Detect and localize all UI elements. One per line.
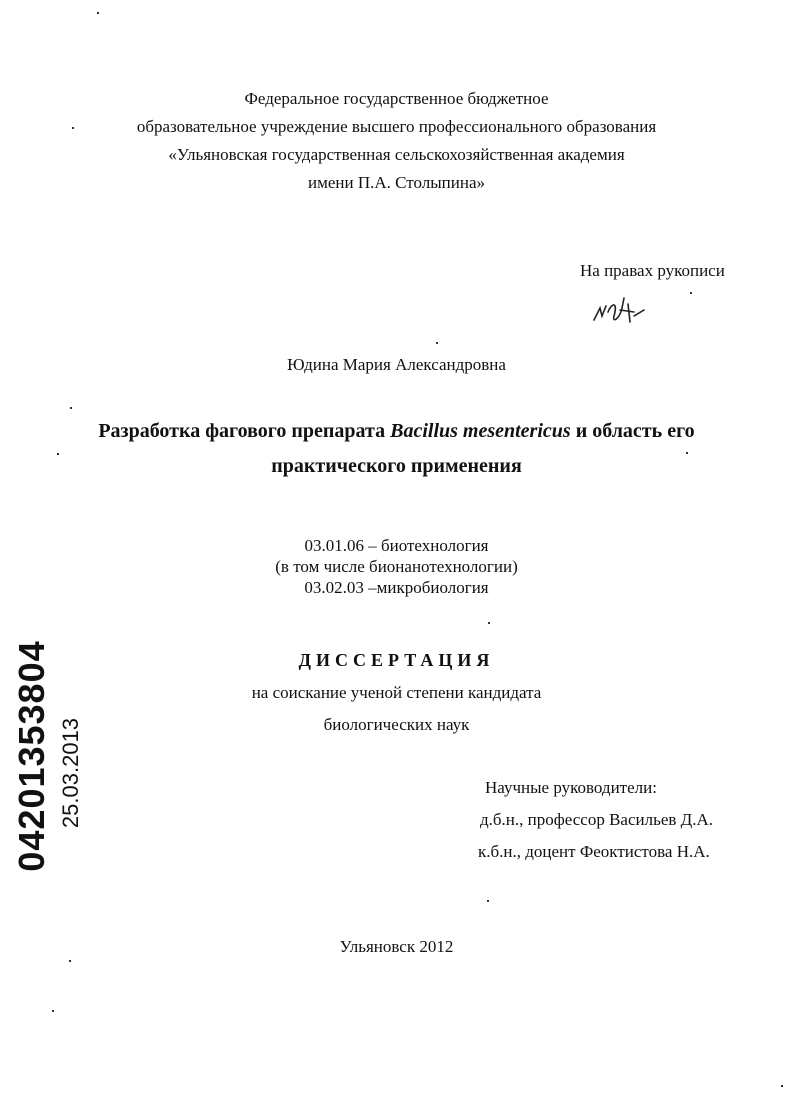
stamp-number: 04201353804: [11, 640, 52, 872]
institution-header: [0, 85, 793, 197]
dissertation-heading: ДИССЕРТАЦИЯ: [298, 650, 495, 670]
title-part-2: и область его: [570, 420, 695, 442]
scan-speck: [488, 622, 490, 624]
scan-speck: [70, 407, 72, 409]
scan-speck: [57, 453, 59, 455]
scan-speck: [781, 1085, 783, 1087]
city-year: Ульяновск 2012: [339, 937, 454, 956]
degree-line-1: на соискание ученой степени кандидата: [251, 683, 542, 702]
scan-speck: [487, 900, 489, 902]
scan-speck: [690, 292, 692, 294]
manuscript-note: На правах рукописи: [580, 261, 725, 280]
scan-speck: [436, 342, 438, 344]
title-species: Bacillus mesentericus: [390, 420, 571, 442]
supervisor-2: к.б.н., доцент Феоктистова Н.А.: [478, 842, 710, 861]
specialty-2: 03.02.03 –микробиология: [304, 578, 489, 597]
supervisors-heading: Научные руководители:: [485, 778, 657, 797]
institution-line-2: образовательное учреждение высшего профессионального образования: [136, 117, 657, 136]
scan-speck: [69, 960, 71, 962]
scan-speck: [72, 127, 74, 129]
institution-line-1: Федеральное государственное бюджетное: [244, 89, 549, 108]
scan-speck: [686, 452, 688, 454]
specialty-1: 03.01.06 – биотехнология: [304, 536, 489, 555]
scan-speck: [52, 1010, 54, 1012]
degree-line-2: биологических наук: [323, 715, 470, 734]
institution-line-3: «Ульяновская государственная сельскохозяйственная академия: [168, 145, 625, 164]
dissertation-title-line-2: практического применения: [271, 455, 522, 477]
specialty-note: (в том числе бионанотехнологии): [275, 557, 518, 576]
specialties: [0, 535, 793, 598]
supervisor-1: д.б.н., профессор Васильев Д.А.: [480, 810, 714, 829]
institution-line-4: имени П.А. Столыпина»: [308, 173, 485, 192]
author-name: Юдина Мария Александровна: [287, 355, 506, 374]
title-part-1: Разработка фагового препарата: [98, 420, 391, 442]
dissertation-title: [0, 420, 793, 443]
stamp-date: 25.03.2013: [58, 717, 83, 829]
signature-mark: [590, 290, 650, 330]
scan-speck: [97, 12, 99, 14]
